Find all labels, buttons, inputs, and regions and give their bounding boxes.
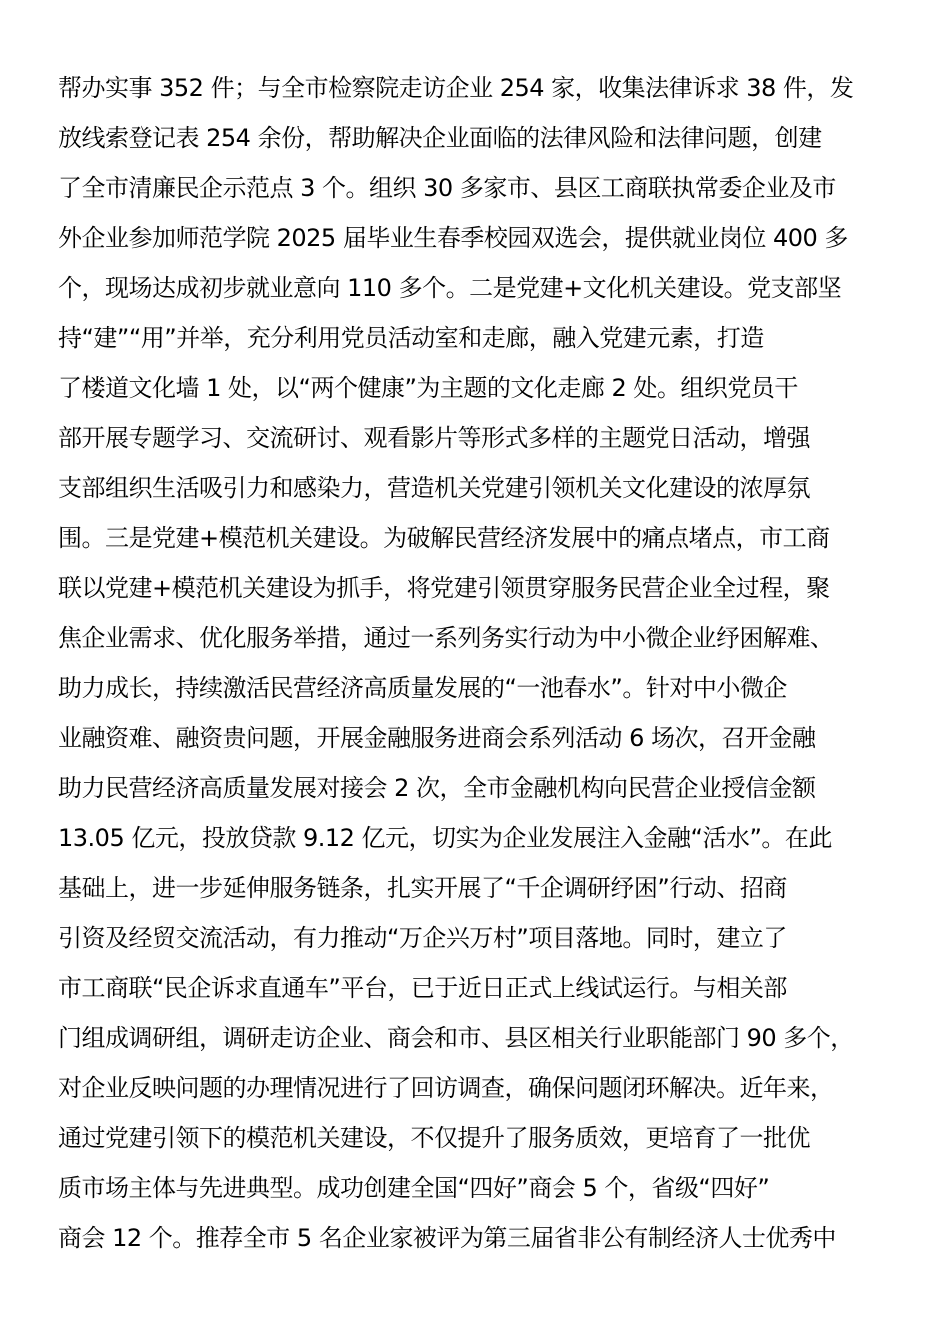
text-line: 了楼道文化墙 1 处，以“两个健康”为主题的文化走廊 2 处。组织党员干 xyxy=(58,374,798,402)
text-line: 市工商联“民企诉求直通车”平台，已于近日正式上线试运行。与相关部 xyxy=(58,974,787,1002)
text-line: 了全市清廉民企示范点 3 个。组织 30 多家市、县区工商联执常委企业及市 xyxy=(58,174,836,202)
text-line: 个，现场达成初步就业意向 110 多个。二是党建+文化机关建设。党支部坚 xyxy=(58,274,842,302)
text-line: 外企业参加师范学院 2025 届毕业生春季校园双选会，提供就业岗位 400 多 xyxy=(58,224,848,252)
text-line: 通过党建引领下的模范机关建设，不仅提升了服务质效，更培育了一批优 xyxy=(58,1124,810,1152)
text-line: 支部组织生活吸引力和感染力，营造机关党建引领机关文化建设的浓厚氛 xyxy=(58,474,810,502)
text-line: 助力成长，持续激活民营经济高质量发展的“一池春水”。针对中小微企 xyxy=(58,674,787,702)
text-line: 焦企业需求、优化服务举措，通过一系列务实行动为中小微企业纾困解难、 xyxy=(58,624,834,652)
text-line: 引资及经贸交流活动，有力推动“万企兴万村”项目落地。同时，建立了 xyxy=(58,924,787,952)
text-line: 部开展专题学习、交流研讨、观看影片等形式多样的主题党日活动，增强 xyxy=(58,424,810,452)
text-line: 基础上，进一步延伸服务链条，扎实开展了“千企调研纾困”行动、招商 xyxy=(58,874,787,902)
text-line: 助力民营经济高质量发展对接会 2 次，全市金融机构向民营企业授信金额 xyxy=(58,774,816,802)
text-line: 围。三是党建+模范机关建设。为破解民营经济发展中的痛点堵点，市工商 xyxy=(58,524,830,552)
text-line: 联以党建+模范机关建设为抓手，将党建引领贯穿服务民营企业全过程，聚 xyxy=(58,574,830,602)
text-line: 业融资难、融资贵问题，开展金融服务进商会系列活动 6 场次，召开金融 xyxy=(58,724,816,752)
text-line: 13.05 亿元，投放贷款 9.12 亿元，切实为企业发展注入金融“活水”。在此 xyxy=(58,824,832,852)
text-line: 门组成调研组，调研走访企业、商会和市、县区相关行业职能部门 90 多个， xyxy=(58,1024,854,1052)
document-page xyxy=(58,63,898,1263)
text-line: 质市场主体与先进典型。成功创建全国“四好”商会 5 个，省级“四好” xyxy=(58,1174,770,1202)
text-line: 持“建”“用”并举，充分利用党员活动室和走廊，融入党建元素，打造 xyxy=(58,324,764,352)
text-line: 商会 12 个。推荐全市 5 名企业家被评为第三届省非公有制经济人士优秀中 xyxy=(58,1224,836,1252)
text-line: 放线索登记表 254 余份，帮助解决企业面临的法律风险和法律问题，创建 xyxy=(58,124,822,152)
text-line: 帮办实事 352 件；与全市检察院走访企业 254 家，收集法律诉求 38 件，发 xyxy=(58,74,854,102)
text-line: 对企业反映问题的办理情况进行了回访调查，确保问题闭环解决。近年来， xyxy=(58,1074,834,1102)
